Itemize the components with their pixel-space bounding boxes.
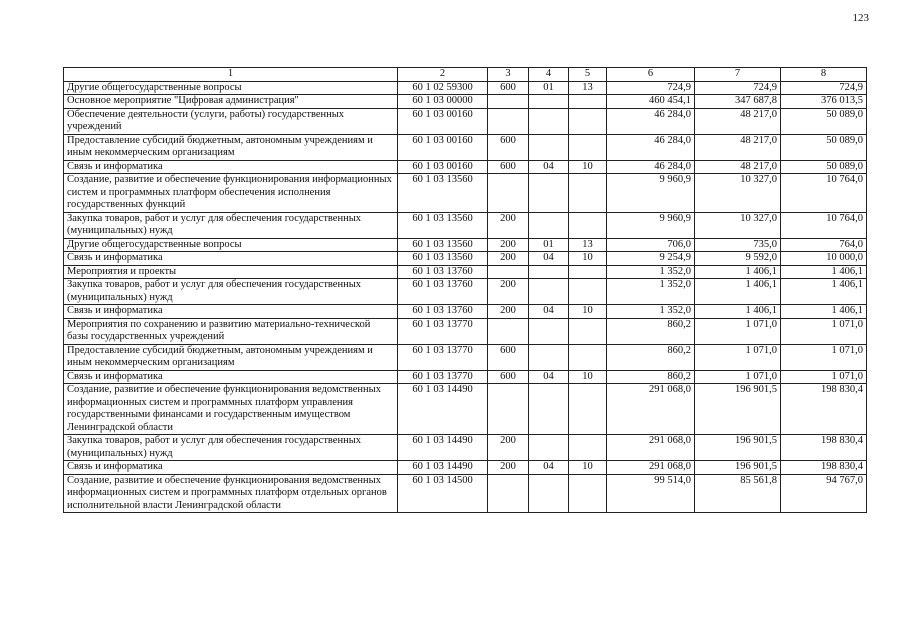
subsection: 10 <box>569 252 607 266</box>
expense-type: 200 <box>488 305 529 319</box>
subsection <box>569 344 607 370</box>
item-name: Связь и информатика <box>64 305 398 319</box>
amount-col-7: 48 217,0 <box>695 108 781 134</box>
expense-type: 600 <box>488 134 529 160</box>
item-name: Мероприятия по сохранению и развитию материально-технической базы государственных учреждений <box>64 318 398 344</box>
subsection <box>569 435 607 461</box>
section <box>529 279 569 305</box>
page-number: 123 <box>852 12 869 24</box>
header-cell: 8 <box>781 68 867 82</box>
amount-col-6: 724,9 <box>607 81 695 95</box>
table-row <box>64 81 867 95</box>
target-code: 60 1 03 13560 <box>398 212 488 238</box>
amount-col-8: 1 071,0 <box>781 344 867 370</box>
subsection: 13 <box>569 81 607 95</box>
expense-type: 200 <box>488 212 529 238</box>
table-row <box>64 474 867 513</box>
amount-col-8: 94 767,0 <box>781 474 867 513</box>
subsection <box>569 474 607 513</box>
section: 04 <box>529 160 569 174</box>
amount-col-7: 9 592,0 <box>695 252 781 266</box>
subsection: 10 <box>569 160 607 174</box>
amount-col-7: 735,0 <box>695 238 781 252</box>
table-row <box>64 108 867 134</box>
section: 04 <box>529 252 569 266</box>
header-cell: 7 <box>695 68 781 82</box>
target-code: 60 1 03 00000 <box>398 95 488 109</box>
amount-col-6: 46 284,0 <box>607 160 695 174</box>
amount-col-8: 10 764,0 <box>781 212 867 238</box>
amount-col-7: 1 071,0 <box>695 344 781 370</box>
amount-col-8: 50 089,0 <box>781 160 867 174</box>
target-code: 60 1 03 14500 <box>398 474 488 513</box>
section <box>529 265 569 279</box>
amount-col-6: 860,2 <box>607 318 695 344</box>
target-code: 60 1 03 13560 <box>398 174 488 213</box>
target-code: 60 1 03 14490 <box>398 435 488 461</box>
amount-col-7: 1 071,0 <box>695 370 781 384</box>
amount-col-6: 860,2 <box>607 344 695 370</box>
section <box>529 384 569 435</box>
section: 04 <box>529 461 569 475</box>
target-code: 60 1 03 14490 <box>398 461 488 475</box>
table-row <box>64 265 867 279</box>
section <box>529 174 569 213</box>
header-cell: 2 <box>398 68 488 82</box>
amount-col-8: 724,9 <box>781 81 867 95</box>
amount-col-7: 1 071,0 <box>695 318 781 344</box>
table-row <box>64 279 867 305</box>
target-code: 60 1 03 13560 <box>398 252 488 266</box>
amount-col-6: 291 068,0 <box>607 435 695 461</box>
item-name: Создание, развитие и обеспечение функционирования ведомственных информационных систем и программных платформ отдельных органов исполнительной власти Ленинградской области <box>64 474 398 513</box>
amount-col-8: 1 406,1 <box>781 265 867 279</box>
expense-type <box>488 474 529 513</box>
header-row <box>64 68 867 82</box>
amount-col-6: 860,2 <box>607 370 695 384</box>
amount-col-6: 1 352,0 <box>607 305 695 319</box>
amount-col-6: 9 254,9 <box>607 252 695 266</box>
amount-col-7: 48 217,0 <box>695 160 781 174</box>
target-code: 60 1 03 00160 <box>398 108 488 134</box>
expense-type: 600 <box>488 81 529 95</box>
target-code: 60 1 03 14490 <box>398 384 488 435</box>
target-code: 60 1 03 13560 <box>398 238 488 252</box>
header-cell: 6 <box>607 68 695 82</box>
item-name: Создание, развитие и обеспечение функционирования ведомственных информационных систем и программных платформ управления государственными финансами и государственным имуществом Ленинградской области <box>64 384 398 435</box>
table-row <box>64 305 867 319</box>
amount-col-6: 9 960,9 <box>607 212 695 238</box>
subsection <box>569 108 607 134</box>
amount-col-8: 198 830,4 <box>781 461 867 475</box>
expense-type: 200 <box>488 279 529 305</box>
amount-col-8: 1 406,1 <box>781 279 867 305</box>
amount-col-6: 99 514,0 <box>607 474 695 513</box>
section <box>529 108 569 134</box>
expense-type: 200 <box>488 435 529 461</box>
item-name: Связь и информатика <box>64 370 398 384</box>
amount-col-7: 1 406,1 <box>695 305 781 319</box>
target-code: 60 1 03 13770 <box>398 370 488 384</box>
amount-col-7: 85 561,8 <box>695 474 781 513</box>
subsection <box>569 279 607 305</box>
amount-col-7: 347 687,8 <box>695 95 781 109</box>
subsection: 10 <box>569 370 607 384</box>
amount-col-6: 9 960,9 <box>607 174 695 213</box>
section <box>529 435 569 461</box>
item-name: Обеспечение деятельности (услуги, работы) государственных учреждений <box>64 108 398 134</box>
subsection <box>569 95 607 109</box>
subsection <box>569 212 607 238</box>
item-name: Закупка товаров, работ и услуг для обеспечения государственных (муниципальных) нужд <box>64 212 398 238</box>
target-code: 60 1 03 13760 <box>398 305 488 319</box>
header-cell: 4 <box>529 68 569 82</box>
amount-col-7: 196 901,5 <box>695 384 781 435</box>
amount-col-8: 1 406,1 <box>781 305 867 319</box>
subsection: 10 <box>569 305 607 319</box>
amount-col-7: 724,9 <box>695 81 781 95</box>
amount-col-8: 10 000,0 <box>781 252 867 266</box>
expense-type <box>488 174 529 213</box>
target-code: 60 1 03 00160 <box>398 134 488 160</box>
expense-type: 600 <box>488 370 529 384</box>
section <box>529 474 569 513</box>
item-name: Закупка товаров, работ и услуг для обеспечения государственных (муниципальных) нужд <box>64 279 398 305</box>
amount-col-7: 196 901,5 <box>695 435 781 461</box>
expense-type: 200 <box>488 252 529 266</box>
table-row <box>64 318 867 344</box>
amount-col-6: 706,0 <box>607 238 695 252</box>
subsection <box>569 265 607 279</box>
expense-type <box>488 318 529 344</box>
table-row <box>64 212 867 238</box>
table-row <box>64 370 867 384</box>
item-name: Связь и информатика <box>64 461 398 475</box>
table-row <box>64 252 867 266</box>
item-name: Связь и информатика <box>64 252 398 266</box>
target-code: 60 1 03 13760 <box>398 265 488 279</box>
expense-type <box>488 108 529 134</box>
amount-col-6: 46 284,0 <box>607 134 695 160</box>
amount-col-6: 1 352,0 <box>607 265 695 279</box>
header-cell: 5 <box>569 68 607 82</box>
item-name: Другие общегосударственные вопросы <box>64 238 398 252</box>
section: 04 <box>529 370 569 384</box>
subsection <box>569 134 607 160</box>
subsection: 10 <box>569 461 607 475</box>
expense-type <box>488 95 529 109</box>
amount-col-8: 1 071,0 <box>781 318 867 344</box>
amount-col-8: 198 830,4 <box>781 384 867 435</box>
table-row <box>64 160 867 174</box>
section <box>529 318 569 344</box>
target-code: 60 1 02 59300 <box>398 81 488 95</box>
expense-type: 200 <box>488 461 529 475</box>
amount-col-6: 291 068,0 <box>607 461 695 475</box>
amount-col-8: 10 764,0 <box>781 174 867 213</box>
section: 04 <box>529 305 569 319</box>
target-code: 60 1 03 00160 <box>398 160 488 174</box>
section <box>529 95 569 109</box>
header-cell: 3 <box>488 68 529 82</box>
amount-col-8: 50 089,0 <box>781 108 867 134</box>
section <box>529 212 569 238</box>
target-code: 60 1 03 13770 <box>398 344 488 370</box>
table-row <box>64 461 867 475</box>
amount-col-6: 46 284,0 <box>607 108 695 134</box>
table-row <box>64 174 867 213</box>
item-name: Закупка товаров, работ и услуг для обеспечения государственных (муниципальных) нужд <box>64 435 398 461</box>
amount-col-8: 764,0 <box>781 238 867 252</box>
expense-type <box>488 265 529 279</box>
table-row <box>64 134 867 160</box>
subsection <box>569 384 607 435</box>
item-name: Мероприятия и проекты <box>64 265 398 279</box>
table-row <box>64 384 867 435</box>
target-code: 60 1 03 13760 <box>398 279 488 305</box>
header-cell: 1 <box>64 68 398 82</box>
expense-type <box>488 384 529 435</box>
item-name: Предоставление субсидий бюджетным, автономным учреждениям и иным некоммерческим организациям <box>64 344 398 370</box>
expense-type: 600 <box>488 344 529 370</box>
amount-col-6: 1 352,0 <box>607 279 695 305</box>
amount-col-7: 48 217,0 <box>695 134 781 160</box>
amount-col-8: 198 830,4 <box>781 435 867 461</box>
amount-col-7: 196 901,5 <box>695 461 781 475</box>
budget-table <box>63 67 867 513</box>
subsection <box>569 174 607 213</box>
table-row <box>64 238 867 252</box>
subsection: 13 <box>569 238 607 252</box>
table-row <box>64 344 867 370</box>
target-code: 60 1 03 13770 <box>398 318 488 344</box>
amount-col-8: 1 071,0 <box>781 370 867 384</box>
amount-col-7: 10 327,0 <box>695 212 781 238</box>
item-name: Создание, развитие и обеспечение функционирования информационных систем и программных платформ обеспечения исполнения государственных функций <box>64 174 398 213</box>
section: 01 <box>529 238 569 252</box>
amount-col-7: 1 406,1 <box>695 279 781 305</box>
expense-type: 200 <box>488 238 529 252</box>
section <box>529 134 569 160</box>
amount-col-8: 376 013,5 <box>781 95 867 109</box>
item-name: Другие общегосударственные вопросы <box>64 81 398 95</box>
amount-col-6: 460 454,1 <box>607 95 695 109</box>
item-name: Предоставление субсидий бюджетным, автономным учреждениям и иным некоммерческим организациям <box>64 134 398 160</box>
item-name: Связь и информатика <box>64 160 398 174</box>
amount-col-8: 50 089,0 <box>781 134 867 160</box>
table-row <box>64 95 867 109</box>
amount-col-7: 10 327,0 <box>695 174 781 213</box>
section: 01 <box>529 81 569 95</box>
item-name: Основное мероприятие "Цифровая администрация" <box>64 95 398 109</box>
amount-col-6: 291 068,0 <box>607 384 695 435</box>
amount-col-7: 1 406,1 <box>695 265 781 279</box>
subsection <box>569 318 607 344</box>
expense-type: 600 <box>488 160 529 174</box>
table-row <box>64 435 867 461</box>
section <box>529 344 569 370</box>
